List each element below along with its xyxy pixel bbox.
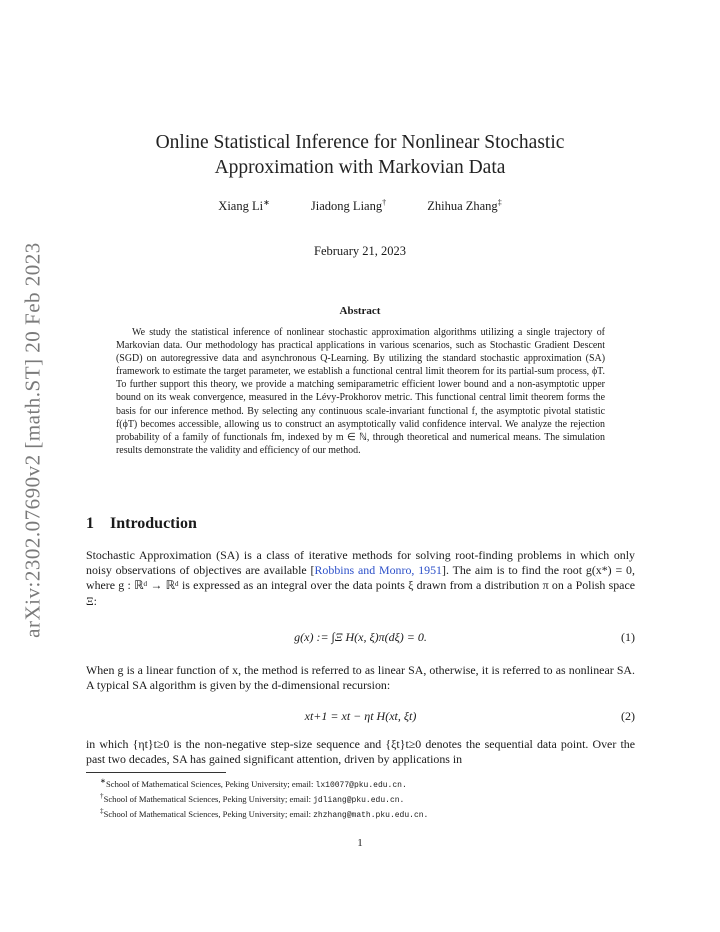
intro-paragraph-3: in which {ηt}t≥0 is the non-negative step-size sequence and {ξt}t≥0 denotes the sequential data point. Over the past two decades, SA has gained significant attention, driven by applications in [86,737,635,767]
equation-2 [86,709,635,729]
section-heading [86,515,197,533]
abstract-heading: Abstract [339,305,381,317]
equation-1 [86,630,635,650]
section-number: 1 [86,515,94,532]
arxiv-stamp: arXiv:2302.07690v2 [math.ST] 20 Feb 2023 [20,242,45,638]
intro-paragraph-2: When g is a linear function of x, the method is referred to as linear SA, otherwise, it is referred to as nonlinear SA. A typical SA algorithm is given by the d-dimensional recursion: [86,663,635,693]
section-title: Introduction [110,515,197,532]
page-number: 1 [357,837,363,849]
paper-date: February 21, 2023 [314,244,406,258]
abstract-text: We study the statistical inference of nonlinear stochastic approximation algorithms utilizing a single trajectory of Markovian data. Our methodology has practical applications in various scenarios, such as Stochastic Gradient Descent (SGD) on autoregressive data and asynchronous Q-Learning. By utilizing the standard stochastic approximation (SA) framework to estimate the target parameter, we establish a functional central limit theorem for its partial-sum process, ϕT. To further support this theory, we provide a matching semiparametric efficient lower bound and a non-asymptotic upper bound on its weak convergence, measured in the Lévy-Prokhorov metric. This functional central limit theorem forms the basis for our inference method. By selecting any continuous scale-invariant functional f, the asymptotic pivotal statistic f(ϕT) becomes accessible, allowing us to construct an asymptotically valid confidence interval. We analyze the rejection probability of a family of functionals fm, indexed by m ∈ ℕ, through theoretical and numerical means. The simulation results demonstrate the validity and efficiency of our method. [116,327,605,456]
footnote-divider [86,772,226,773]
author: Jiadong Liang† [310,198,387,214]
author-list [0,198,720,214]
footnote: ∗School of Mathematical Sciences, Peking University; email: lx10077@pku.edu.cn. [100,777,407,790]
email: jdliang@pku.edu.cn. [313,795,405,805]
equation-number: (1) [621,630,635,644]
paper-title: Online Statistical Inference for Nonlinear Stochastic Approximation with Markovian Data [155,132,565,178]
equation-body: xt+1 = xt − ηt H(xt, ξt) [304,709,417,723]
email: zhzhang@math.pku.edu.cn. [313,810,429,820]
email: lx10077@pku.edu.cn. [315,780,407,790]
intro-paragraph-1: Stochastic Approximation (SA) is a class of iterative methods for solving root-finding problems in which only noisy observations of objectives are available [Robbins and Monro, 1951]. The aim is to find the root g(x*) = 0, where g : ℝᵈ → ℝᵈ is expressed as an integral over the data points ξ drawn from a distribution π on a Polish space Ξ: [86,548,635,608]
footnote: †School of Mathematical Sciences, Peking University; email: jdliang@pku.edu.cn. [100,791,405,805]
equation-body: g(x) := ∫Ξ H(x, ξ)π(dξ) = 0. [294,630,427,644]
footnote: ‡School of Mathematical Sciences, Peking University; email: zhzhang@math.pku.edu.cn. [100,806,429,820]
author: Zhihua Zhang‡ [427,198,502,214]
citation-link[interactable]: Robbins and Monro, 1951 [314,563,442,578]
equation-number: (2) [621,709,635,723]
footnotes [100,776,620,821]
author: Xiang Li∗ [218,198,270,214]
